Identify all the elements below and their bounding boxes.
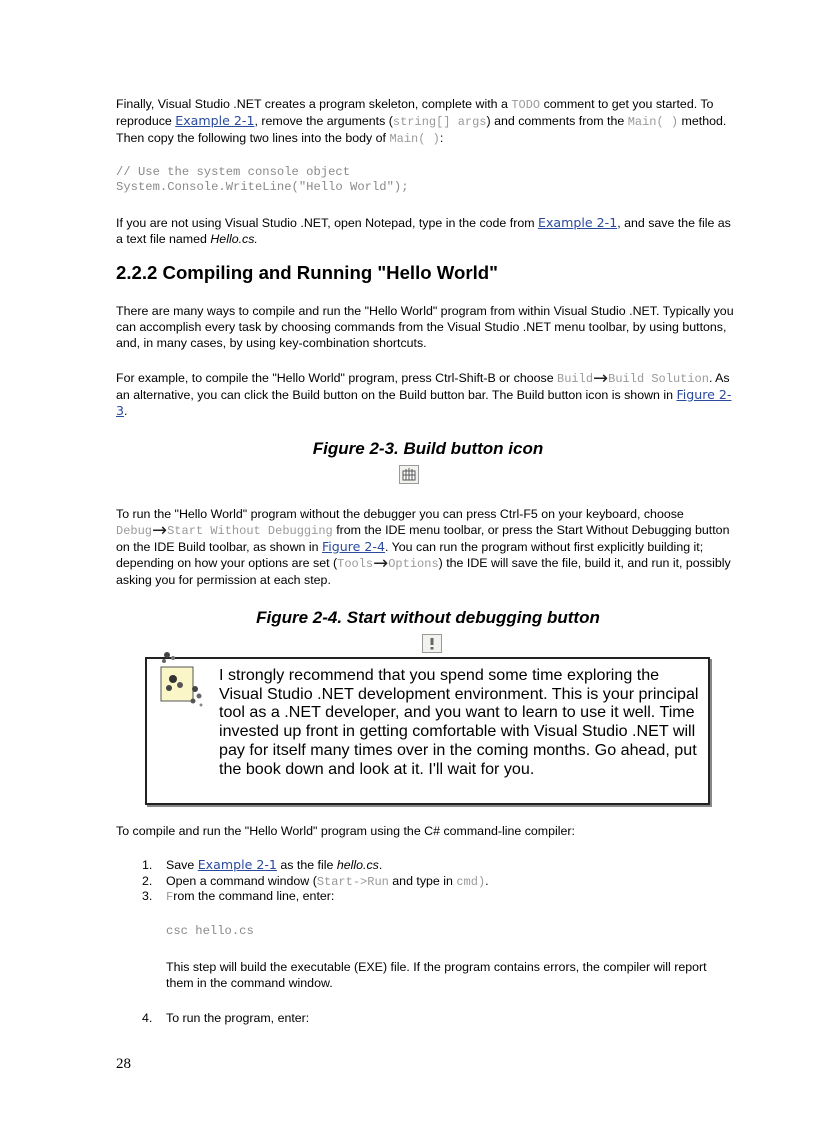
paragraph-intro [116, 96, 740, 147]
build-icon [400, 466, 418, 483]
code-line: // Use the system console object [116, 165, 351, 179]
inline-code: Debug [116, 524, 153, 538]
inline-code: Start->Run [316, 875, 389, 889]
code-csc: csc hello.cs [166, 924, 254, 938]
text: , remove the arguments ( [254, 114, 393, 128]
text: . [485, 874, 489, 888]
list-number: 1. [142, 858, 153, 872]
section-heading: 2.2.2 Compiling and Running "Hello World" [116, 262, 498, 283]
paragraph-command-line: To compile and run the "Hello World" program using the C# command-line compiler: [116, 824, 575, 838]
text: ) the IDE will save the file, build it, and run it, possibly asking you for permission at each step. [116, 556, 731, 587]
list-text: To run the program, enter: [166, 1011, 310, 1025]
code-line: System.Console.WriteLine("Hello World"); [116, 180, 409, 194]
inline-code: Options [388, 557, 439, 571]
inline-code: TODO [511, 98, 541, 112]
text: , and save the file as a text file named [116, 216, 731, 246]
arrow-icon: → [373, 553, 389, 574]
text: Save [166, 858, 198, 872]
text: comment to get you started. To reproduce [116, 97, 714, 128]
text: as the file [276, 858, 337, 872]
inline-code: string[] args [392, 115, 487, 129]
inline-code: Main( ) [627, 115, 679, 129]
list-paragraph: This step will build the executable (EXE) file. If the program contains errors, the compiler will report them in the command window. [166, 960, 707, 990]
list-number: 3. [142, 889, 153, 903]
arrow-icon: → [593, 368, 609, 389]
filename: Hello.cs. [210, 232, 258, 246]
text: If you are not using Visual Studio .NET, open Notepad, type in the code from [116, 216, 538, 230]
figure-2-4-link[interactable]: Figure 2-4 [321, 539, 385, 554]
text: . You can run the program without first explicitly building it; depending on how your options are set ( [116, 540, 704, 570]
paragraph-run [116, 506, 740, 588]
figure-2-3-caption: Figure 2-3. Build button icon [312, 439, 544, 458]
text: . [124, 404, 128, 418]
arrow-icon: → [152, 520, 168, 541]
inline-code: cmd) [456, 875, 486, 889]
tip-note-box [145, 657, 710, 805]
example-2-1-link[interactable]: Example 2-1 [197, 857, 277, 872]
text: from the IDE menu toolbar, or press the Start Without Debugging button on the IDE Build toolbar, as shown in [116, 523, 730, 554]
text: . As an alternative, you can click the Build button on the Build button bar. The Build button icon is shown in [116, 371, 730, 402]
inline-code: F [166, 890, 174, 904]
inline-code: Tools [337, 557, 374, 571]
list-number: 2. [142, 874, 153, 888]
inline-code: Build Solution [608, 372, 709, 386]
text: and type in [388, 874, 457, 888]
example-2-1-link[interactable]: Example 2-1 [538, 215, 618, 230]
exclamation-icon [423, 635, 441, 652]
inline-code: Start Without Debugging [167, 524, 333, 538]
tip-text: I strongly recommend that you spend some time exploring the Visual Studio .NET development environment. This is your principal tool as a .NET developer, and you want to learn to use it well. Time invested up front in getting comfortable with Visual Studio .NET will pay for itself many times over in the coming months. Go ahead, put the book down and look at it. I'll wait for you. [219, 666, 699, 778]
example-2-1-link[interactable]: Example 2-1 [175, 113, 255, 128]
list-text [166, 857, 736, 873]
list-number: 4. [142, 1011, 153, 1025]
inline-code: Build [557, 372, 594, 386]
list-text [166, 888, 736, 905]
filename: hello.cs [336, 858, 379, 872]
code-block-console [116, 165, 409, 195]
text: For example, to compile the "Hello World" program, press Ctrl-Shift-B or choose [116, 371, 558, 385]
text: rom the command line, enter: [173, 889, 335, 903]
inline-code: Main( ) [389, 132, 440, 146]
text: method. Then copy the following two lines into the body of [116, 114, 727, 145]
text: . [378, 858, 383, 872]
start-without-debugging-button-icon [422, 634, 442, 653]
figure-2-3-link[interactable]: Figure 2-3 [116, 387, 732, 418]
text: Finally, Visual Studio .NET creates a program skeleton, complete with a [116, 97, 512, 111]
figure-2-4-caption: Figure 2-4. Start without debugging button [256, 608, 600, 627]
text: To run the "Hello World" program without the debugger you can press Ctrl-F5 on your keyboard, choose [116, 507, 684, 521]
text: Open a command window ( [166, 874, 317, 888]
page-number: 28 [116, 1056, 131, 1072]
tip-icon [155, 645, 207, 709]
paragraph-ways: There are many ways to compile and run the "Hello World" program from within Visual Studio .NET. Typically you can accomplish every task by choosing commands from the Visual Studio .NET menu toolbar, by using buttons, and, in many cases, by using key-combination shortcuts. [116, 304, 734, 350]
paragraph-build [116, 370, 740, 419]
build-button-icon [399, 465, 419, 484]
paragraph-notepad [116, 215, 740, 247]
text: : [439, 131, 444, 145]
text: ) and comments from the [486, 114, 628, 128]
